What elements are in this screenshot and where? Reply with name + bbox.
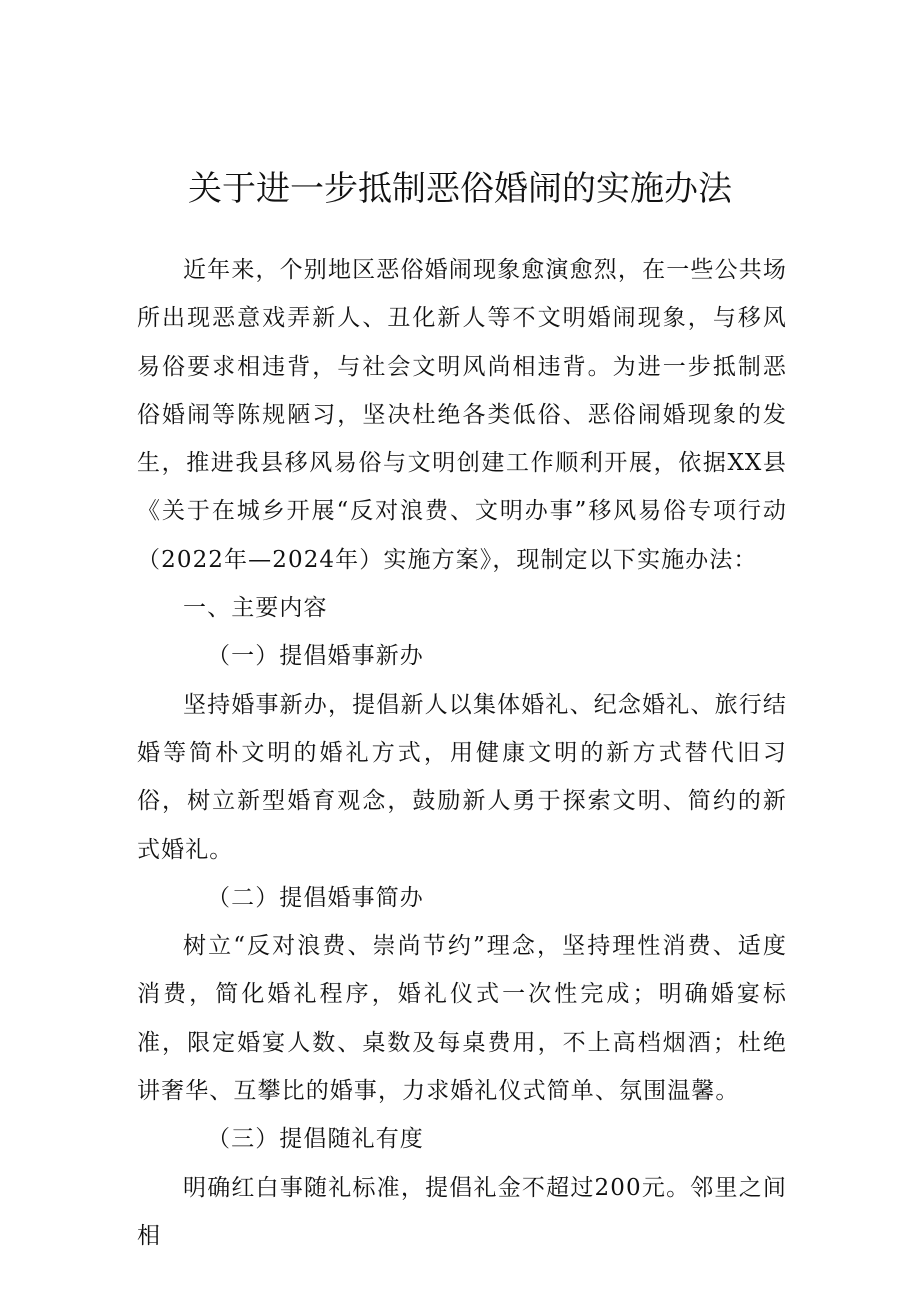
intro-paragraph: 近年来，个别地区恶俗婚闹现象愈演愈烈，在一些公共场所出现恶意戏弄新人、丑化新人等不文明婚闹现象，与移风易俗要求相违背，与社会文明风尚相违背。为进一步抵制恶俗婚闹等陈规陋习，坚决杜绝各类低俗、恶俗闹婚现象的发生，推进我县移风易俗与文明创建工作顺利开展，依据XX县《关于在城乡开展“反对浪费、文明办事”移风易俗专项行动（2022年—2024年）实施方案》，现制定以下实施办法：: [137, 257, 787, 573]
document-title: 关于进一步抵制恶俗婚闹的实施办法: [188, 169, 732, 209]
section-heading-main-content: 一、主要内容: [183, 595, 328, 622]
subsection-body-simple-wedding: 树立“反对浪费、崇尚节约”理念，坚持理性消费、适度消费，简化婚礼程序，婚礼仪式一次性完成；明确婚宴标准，限定婚宴人数、桌数及每桌费用，不上高档烟酒；杜绝讲奢华、互攀比的婚事，力求婚礼仪式简单、氛围温馨。: [137, 933, 787, 1105]
document-body: [137, 246, 787, 1260]
subsection-body-new-style-wedding: 坚持婚事新办，提倡新人以集体婚礼、纪念婚礼、旅行结婚等简朴文明的婚礼方式，用健康文明的新方式替代旧习俗，树立新型婚育观念，鼓励新人勇于探索文明、简约的新式婚礼。: [137, 691, 787, 863]
subsection-heading-moderate-gifts: （三）提倡随礼有度: [207, 1126, 424, 1153]
subsection-heading-simple-wedding: （二）提倡婚事简办: [207, 884, 424, 911]
subsection-body-moderate-gifts: 明确红白事随礼标准，提倡礼金不超过200元。邻里之间相: [137, 1174, 787, 1249]
subsection-heading-new-style-wedding: （一）提倡婚事新办: [207, 643, 424, 670]
